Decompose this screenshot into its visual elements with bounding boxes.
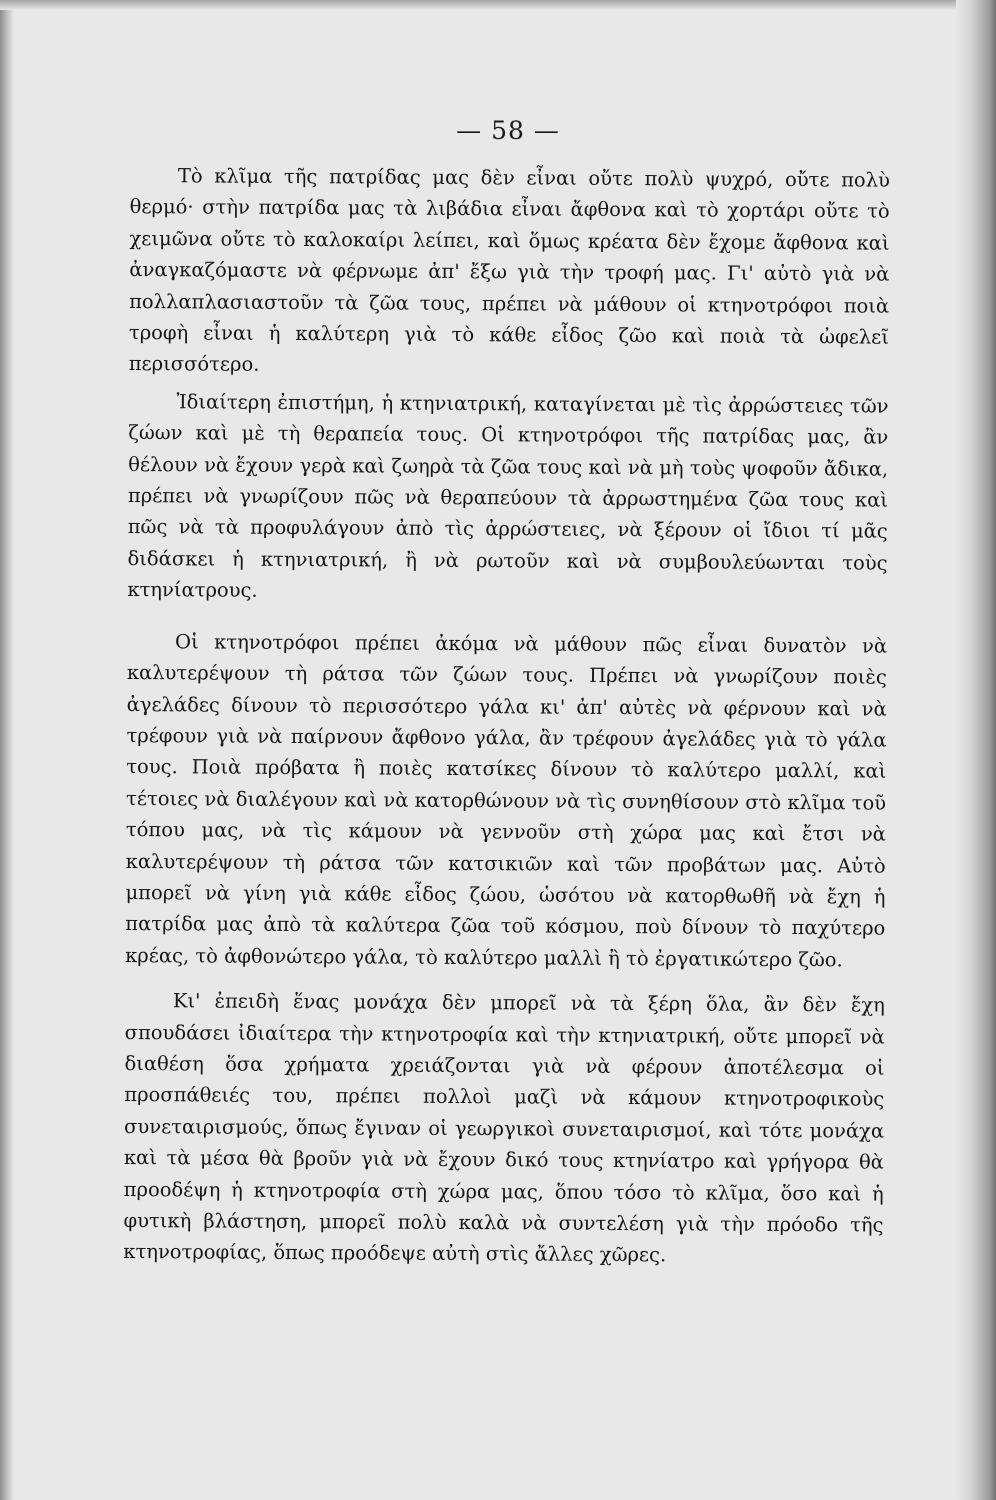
- page-right-edge-shadow: [956, 0, 996, 1500]
- body-text: [123, 160, 890, 1272]
- paragraph: Οἱ κτηνοτρόφοι πρέπει ἀκόμα νὰ μάθουν πῶς εἶναι δυνατὸν νὰ καλυτερέψουν τὴ ράτσα τῶν ζώων τους. Πρέπει νὰ γνωρίζουν ποιὲς ἀγελάδες δίνουν τὸ περισσότερο γάλα κι' ἀπ' αὐτὲς νὰ φέρνουν καὶ νὰ τρέφουν γιὰ νὰ παίρνουν ἄφθονο γάλα, ἂν τρέφουν ἀγελάδες γιὰ τὸ γάλα τους. Ποιὰ πρόβατα ἢ ποιὲς κατσίκες δίνουν τὸ καλύτερο μαλλί, καὶ τέτοιες νὰ διαλέγουν καὶ νὰ κατορθώνουν νὰ τὶς συνηθίσουν στὸ κλῖμα τοῦ τόπου μας, νὰ τὶς κάμουν νὰ γεννοῦν στὴ χώρα μας καὶ ἔτσι νὰ καλυτερέψουν τὴ ράτσα τῶν κατσικιῶν καὶ τῶν προβάτων μας. Αὐτὸ μπορεῖ νὰ γίνη γιὰ κάθε εἶδος ζώου, ὡσότου νὰ κατορθωθῆ νὰ ἔχη ἡ πατρίδα μας ἀπὸ τὰ καλύτερα ζῶα τοῦ κόσμου, ποὺ δίνουν τὸ παχύτερο κρέας, τὸ ἀφθονώτερο γάλα, τὸ καλύτερο μαλλὶ ἢ τὸ ἐργατικώτερο ζῶο.: [125, 629, 888, 972]
- paragraph: Κι' ἐπειδὴ ἕνας μονάχα δὲν μπορεῖ νὰ τὰ ξέρη ὅλα, ἂν δὲν ἔχη σπουδάσει ἰδιαίτερα τὴν κτηνοτροφία καὶ τὴν κτηνιατρική, οὔτε μπορεῖ νὰ διαθέση ὅσα χρήματα χρειάζονται γιὰ νὰ φέρουν ἀποτέλεσμα οἱ προσπάθειές του, πρέπει πολλοὶ μαζὶ νὰ κάμουν κτηνοτροφικοὺς συνεταιρισμούς, ὅπως ἔγιναν οἱ γεωργικοὶ συνεταιρισμοί, καὶ τότε μονάχα καὶ τὰ μέσα θὰ βροῦν γιὰ νὰ ἔχουν δικό τους κτηνίατρο καὶ γρήγορα θὰ προοδέψη ἡ κτηνοτροφία στὴ χώρα μας, ὅπου τόσο τὸ κλῖμα, ὅσο καὶ ἡ φυτικὴ βλάστηση, μπορεῖ πολὺ καλὰ νὰ συντελέση γιὰ τὴν πρόοδο τῆς κτηνοτροφίας, ὅπως προόδεψε αὐτὴ στὶς ἄλλες χῶρες.: [123, 989, 885, 1267]
- paragraph: Τὸ κλῖμα τῆς πατρίδας μας δὲν εἶναι οὔτε πολὺ ψυχρό, οὔτε πολὺ θερμό· στὴν πατρίδα μας τὰ λιβάδια εἶναι ἄφθονα καὶ τὸ χορτάρι οὔτε τὸ χειμῶνα οὔτε τὸ καλοκαίρι λείπει, καὶ ὅμως κρέατα δὲν ἔχομε ἄφθονα καὶ ἀναγκαζόμαστε νὰ φέρνωμε ἀπ' ἔξω γιὰ τὴν τροφή μας. Γι' αὐτὸ γιὰ νὰ πολλαπλασιαστοῦν τὰ ζῶα τους, πρέπει νὰ μάθουν οἱ κτηνοτρόφοι ποιὰ τροφὴ εἶναι ἡ καλύτερη γιὰ τὸ κάθε εἶδος ζῶο καὶ ποιὰ τὰ ὠφελεῖ περισσότερο.: [128, 164, 890, 377]
- page-top-edge-shadow: [0, 0, 996, 10]
- page-left-edge-shadow: [0, 0, 14, 1500]
- paragraph: Ἰδιαίτερη ἐπιστήμη, ἡ κτηνιατρική, καταγίνεται μὲ τὶς ἀρρώστειες τῶν ζώων καὶ μὲ τὴ θεραπεία τους. Οἱ κτηνοτρόφοι τῆς πατρίδας μας, ἂν θέλουν νὰ ἔχουν γερὰ καὶ ζωηρὰ τὰ ζῶα τους καὶ νὰ μὴ τοὺς ψοφοῦν ἄδικα, πρέπει νὰ γνωρίζουν πῶς νὰ θεραπεύουν τὰ ἀρρωστημένα ζῶα τους καὶ πῶς νὰ τὰ προφυλάγουν ἀπὸ τὶς ἀρρώστειες, νὰ ξέρουν οἱ ἴδιοι τί μᾶς διδάσκει ἡ κτηνιατρική, ἢ νὰ ρωτοῦν καὶ νὰ συμβουλεύωνται τοὺς κτηνίατρους.: [127, 390, 889, 603]
- page-number: — 58 —: [456, 116, 560, 145]
